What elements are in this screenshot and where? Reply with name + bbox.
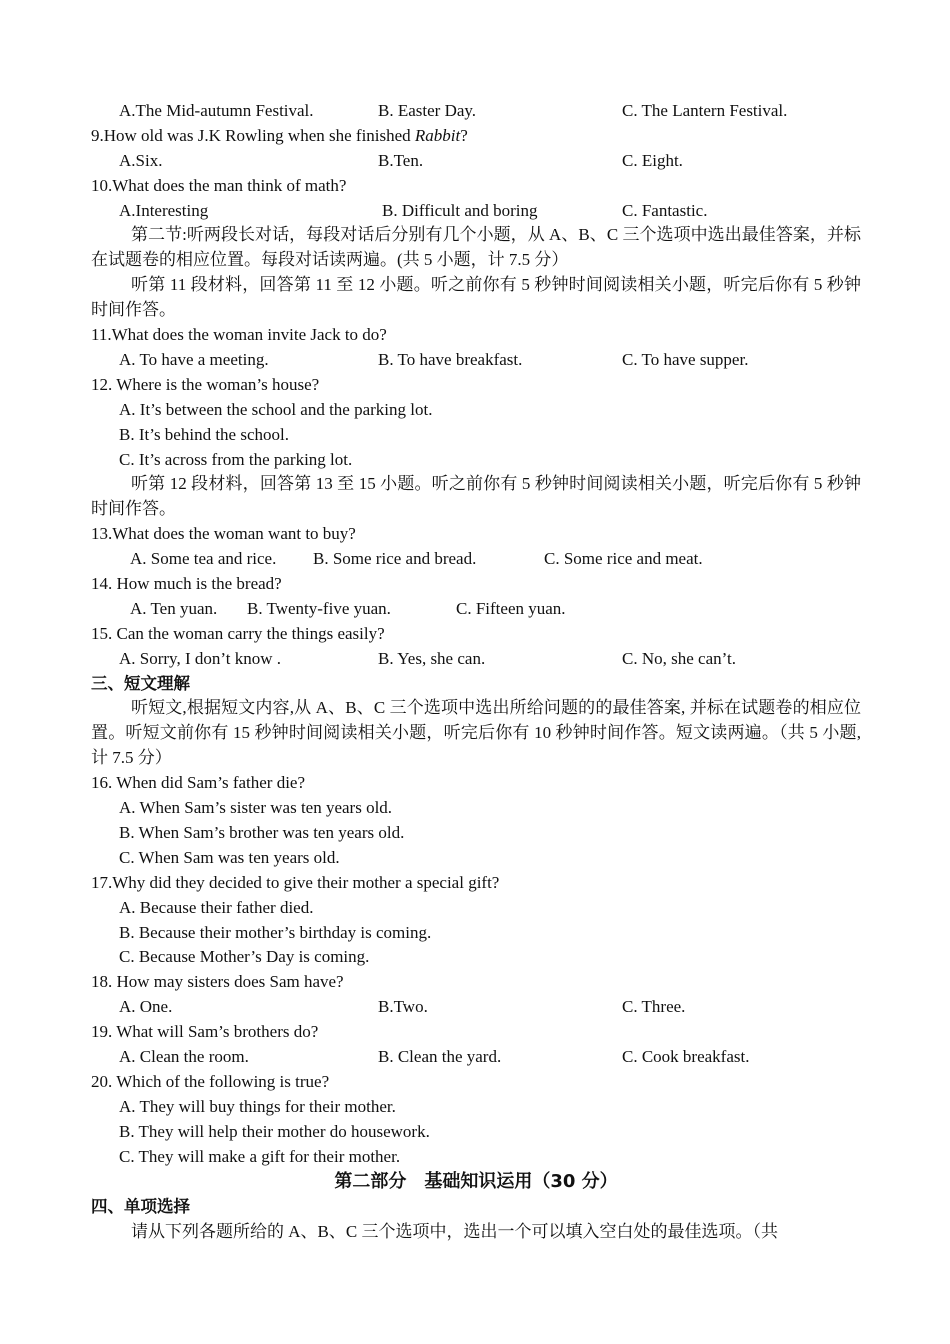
question-17: 17.Why did they decided to give their mother a special gift?: [91, 872, 500, 892]
option-a: A.The Mid-autumn Festival.: [119, 101, 314, 120]
option-c: C. Three.: [622, 997, 686, 1017]
section3-instructions: 听短文,根据短文内容,从 A、B、C 三个选项中选出所给问题的的最佳答案, 并标在试题卷的相应位置。听短文前你有 15 秒钟时间阅读相关小题，听完后你有 10 秒钟时间作答。短文读两遍。（共 5 小题,计 7.5 分）: [91, 698, 861, 768]
question-12: 12. Where is the woman’s house?: [91, 374, 320, 394]
option-a: A. To have a meeting.: [119, 349, 269, 369]
option-c: C. Because Mother’s Day is coming.: [119, 947, 370, 967]
question-19: 19. What will Sam’s brothers do?: [91, 1022, 319, 1042]
option-b: B. It’s behind the school.: [119, 424, 289, 444]
dialog11-intro: 听第 11 段材料，回答第 11 至 12 小题。听之前你有 5 秒钟时间阅读相关小题，听完后你有 5 秒钟时间作答。: [91, 275, 861, 320]
option-b: B.Ten.: [378, 150, 424, 170]
section4-instructions: 请从下列各题所给的 A、B、C 三个选项中，选出一个可以填入空白处的最佳选项。（共: [131, 1222, 778, 1242]
option-b: B. Because their mother’s birthday is coming.: [119, 922, 432, 942]
question-10: 10.What does the man think of math?: [91, 175, 347, 195]
option-c: C. The Lantern Festival.: [622, 101, 788, 120]
part2-title: 第二部分 基础知识运用（30 分）: [334, 1171, 618, 1193]
option-c: C. When Sam was ten years old.: [119, 847, 340, 867]
question-18: 18. How may sisters does Sam have?: [91, 972, 344, 992]
q9-options: [91, 149, 861, 174]
option-c: C. Eight.: [622, 150, 683, 170]
option-b: B. Twenty-five yuan.: [247, 598, 391, 618]
option-a: A.Six.: [119, 150, 163, 170]
question-13: 13.What does the woman want to buy?: [91, 524, 356, 544]
option-c: C. Fantastic.: [622, 200, 708, 220]
q11-options: [91, 348, 861, 373]
option-a: A. When Sam’s sister was ten years old.: [119, 798, 393, 818]
dialog12-intro: 听第 12 段材料，回答第 13 至 15 小题。听之前你有 5 秒钟时间阅读相关小题，听完后你有 5 秒钟时间作答。: [91, 474, 861, 519]
option-c: C. Some rice and meat.: [544, 549, 703, 569]
question-15: 15. Can the woman carry the things easily?: [91, 623, 385, 643]
option-c: C. To have supper.: [622, 349, 749, 369]
option-a: A. They will buy things for their mother.: [119, 1096, 396, 1116]
option-a: A. Some tea and rice.: [130, 549, 277, 569]
q18-options: [91, 995, 861, 1020]
question-mark: ?: [460, 125, 468, 145]
question-text: 9.How old was J.K Rowling when she finished: [91, 125, 415, 145]
option-c: C. Cook breakfast.: [622, 1046, 750, 1066]
q10-options: [91, 199, 861, 224]
question-20: 20. Which of the following is true?: [91, 1071, 330, 1091]
book-title: Rabbit: [414, 125, 461, 145]
q15-options: [91, 647, 861, 672]
option-a: A. Sorry, I don’t know .: [119, 648, 281, 668]
option-b: B. They will help their mother do housework.: [119, 1121, 430, 1141]
section3-title: 三、短文理解: [91, 673, 190, 693]
q13-options: [91, 547, 861, 572]
option-a: A.Interesting: [119, 200, 209, 220]
option-b: B. Difficult and boring: [382, 200, 538, 220]
option-c: C. No, she can’t.: [622, 648, 736, 668]
option-c: C. It’s across from the parking lot.: [119, 449, 353, 469]
option-a: A. Because their father died.: [119, 897, 314, 917]
option-a: A. It’s between the school and the parking lot.: [119, 399, 433, 419]
option-a: A. Ten yuan.: [130, 598, 218, 618]
option-b: B.Two.: [378, 997, 428, 1017]
question-14: 14. How much is the bread?: [91, 574, 282, 594]
question-16: 16. When did Sam’s father die?: [91, 773, 306, 793]
question-11: 11.What does the woman invite Jack to do?: [91, 325, 387, 345]
option-b: B. When Sam’s brother was ten years old.: [119, 822, 405, 842]
section2-instructions: 第二节:听两段长对话，每段对话后分别有几个小题，从 A、B、C 三个选项中选出最佳答案，并标在试题卷的相应位置。每段对话读两遍。(共 5 小题，计 7.5 分）: [91, 225, 861, 270]
option-b: B. Yes, she can.: [378, 648, 486, 668]
section4-title: 四、单项选择: [91, 1197, 190, 1217]
option-a: A. One.: [119, 997, 173, 1017]
option-c: C. They will make a gift for their mother.: [119, 1146, 401, 1166]
q14-options: [91, 597, 861, 622]
q8-options: [91, 99, 861, 124]
q19-options: [91, 1045, 861, 1070]
question-9: [91, 124, 861, 149]
option-b: B. To have breakfast.: [378, 349, 523, 369]
option-b: B. Some rice and bread.: [313, 549, 477, 569]
option-b: B. Easter Day.: [378, 101, 477, 120]
option-c: C. Fifteen yuan.: [456, 598, 566, 618]
option-a: A. Clean the room.: [119, 1046, 249, 1066]
option-b: B. Clean the yard.: [378, 1046, 502, 1066]
exam-content: [91, 99, 861, 1245]
